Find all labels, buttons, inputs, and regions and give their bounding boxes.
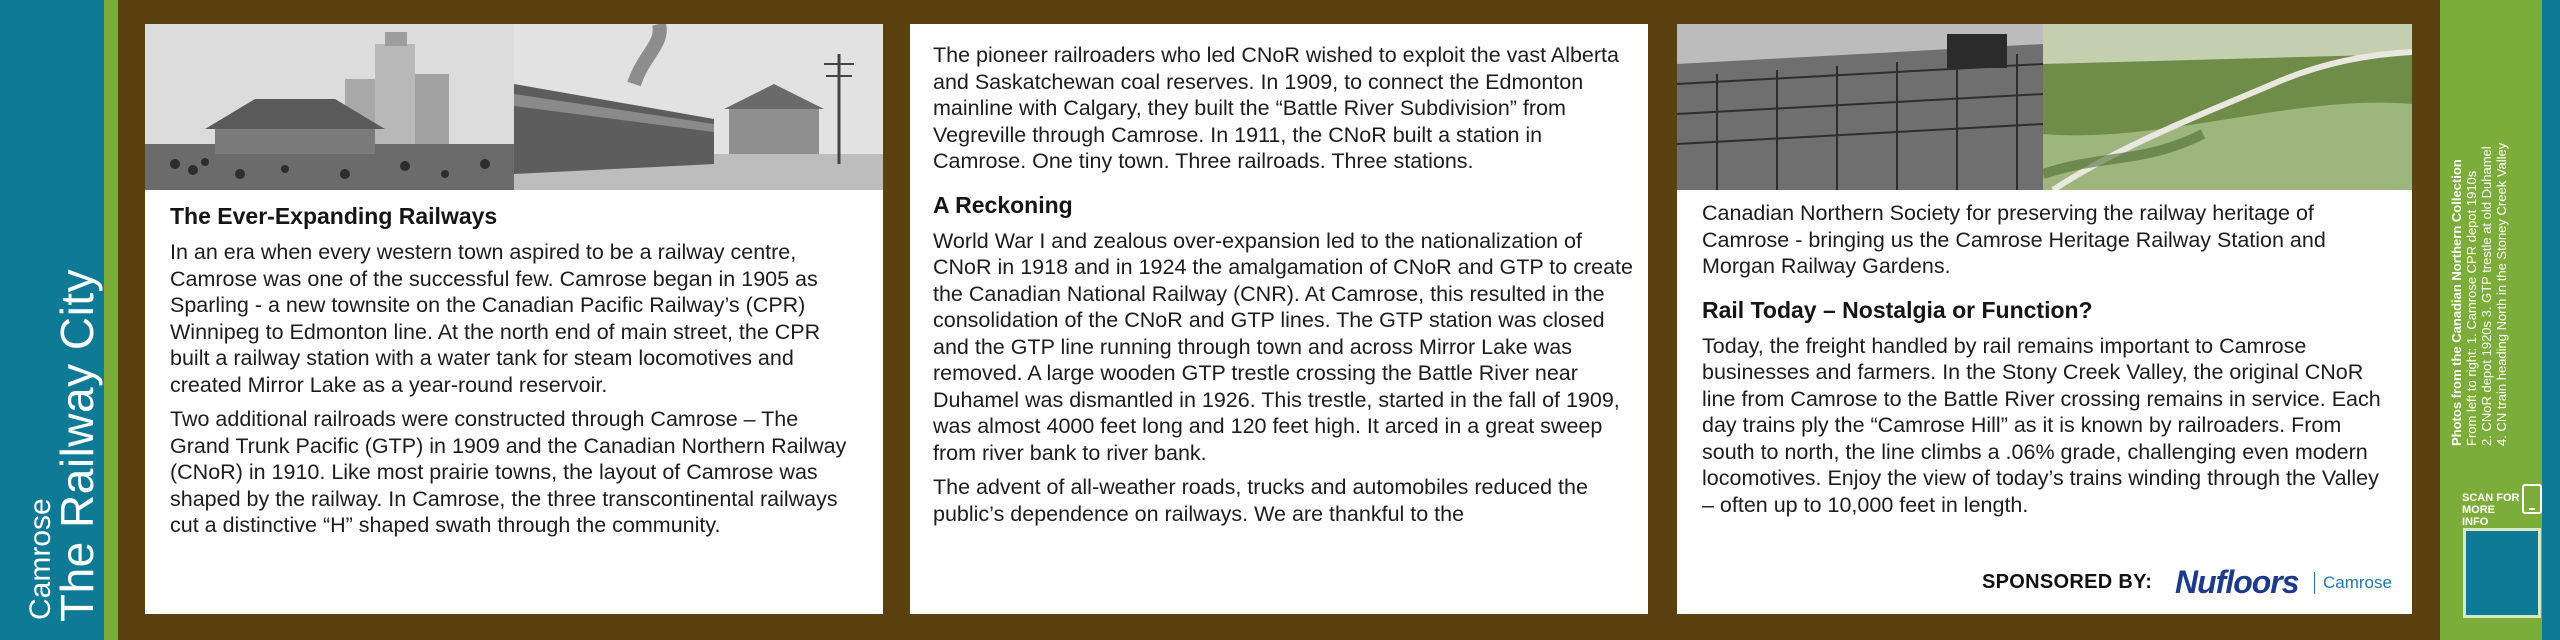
paragraph: The advent of all-weather roads, trucks and automobiles reduced the public’s dependence on railways. We are thankful to the <box>933 475 1588 526</box>
scan-label: SCAN FOR MORE INFO <box>2462 492 2520 528</box>
left-accent-stripe <box>104 0 118 640</box>
panel2-text <box>933 42 1633 535</box>
credit-title: Photos from the Canadian Northern Collection <box>2449 159 2464 446</box>
photo-gtp-trestle <box>1677 24 2043 190</box>
sponsor-block <box>1982 564 2402 600</box>
photo-credits <box>2438 0 2548 470</box>
panel-a-reckoning <box>910 24 1648 614</box>
section-heading: A Reckoning <box>933 191 1073 218</box>
credit-line: 4. CN train heading North in the Stoney Creek Valley <box>2494 142 2509 446</box>
sidebar-title-block <box>0 0 104 640</box>
panel1-text <box>170 202 860 547</box>
credit-line: From left to right: 1. Camrose CPR depot 1910s <box>2464 170 2479 446</box>
phone-icon <box>2522 484 2542 514</box>
photo-stoney-creek-valley <box>2043 24 2412 190</box>
paragraph: World War I and zealous over-expansion led to the nationalization of CNoR in 1918 and in 1924 the amalgamation of CNoR and GTP to create the Canadian National Railway (CNR). At Camrose, this resulted in the consolidation of the CNoR and GTP lines. The GTP station was closed and the GTP line running through town and across Mirror Lake was removed. A large wooden GTP trestle crossing the Battle River near Duhamel was dismantled in 1926. This trestle, started in the fall of 1909, was almost 4000 feet long and 120 feet high. It arced in a great sweep from river bank to river bank. <box>933 228 1633 465</box>
sponsor-location: Camrose <box>2323 573 2392 592</box>
panel3-text <box>1702 200 2392 526</box>
paragraph: Today, the freight handled by rail remains important to Camrose businesses and farmers. In the Stony Creek Valley, the original CNoR line from Camrose to the Battle River crossing remains in service. Each day trains ply the “Camrose Hill” as it is known by railroaders. From south to north, the line climbs a .06% grade, challenging even modern locomotives. Enjoy the view of today’s trains winding through the Valley – often up to 10,000 feet in length. <box>1702 333 2381 517</box>
photo-cnor-depot <box>514 24 883 190</box>
paragraph: Canadian Northern Society for preserving the railway heritage of Camrose - bringing us the Camrose Heritage Railway Station and Morgan Railway Gardens. <box>1702 201 2326 278</box>
section-heading: Rail Today – Nostalgia or Function? <box>1702 296 2093 323</box>
qr-code[interactable] <box>2463 528 2541 618</box>
sponsor-label: SPONSORED BY: <box>1982 571 2153 593</box>
credit-line: 2. CNoR depot 1920s 3. GTP trestle at old Duhamel <box>2479 146 2494 446</box>
page-title: The Railway City <box>51 268 103 622</box>
paragraph: In an era when every western town aspired to be a railway centre, Camrose was one of the successful few. Camrose began in 1905 as Sparling - a new townsite on the Canadian Pacific Railway’s (CPR) Winnipeg to Edmonton line. At the north end of main street, the CPR built a railway station with a water tank for steam locomotives and created Mirror Lake as a year-round reservoir. <box>170 240 821 397</box>
section-heading: The Ever-Expanding Railways <box>170 203 498 229</box>
paragraph: Two additional railroads were constructed through Camrose – The Grand Trunk Pacific (GTP) in 1909 and the Canadian Northern Railway (CNoR) in 1910. Like most prairie towns, the layout of Camrose was shaped by the railway. In Camrose, the three transcontinental railways cut a distinctive “H” shaped swath through the community. <box>170 407 847 537</box>
panel-ever-expanding-railways <box>145 24 883 614</box>
paragraph: The pioneer railroaders who led CNoR wished to exploit the vast Alberta and Saskatchewan coal reserves. In 1909, to connect the Edmonton mainline with Calgary, they built the “Battle River Subdivision” from Vegreville through Camrose. In 1911, the CNoR built a station in Camrose. One tiny town. Three railroads. Three stations. <box>933 43 1619 173</box>
sponsor-logo: Nufloors <box>2175 564 2299 600</box>
panel-rail-today <box>1677 24 2412 614</box>
sponsor-divider <box>2314 572 2315 594</box>
town-name: Camrose <box>24 498 57 620</box>
photo-cpr-depot <box>145 24 514 190</box>
